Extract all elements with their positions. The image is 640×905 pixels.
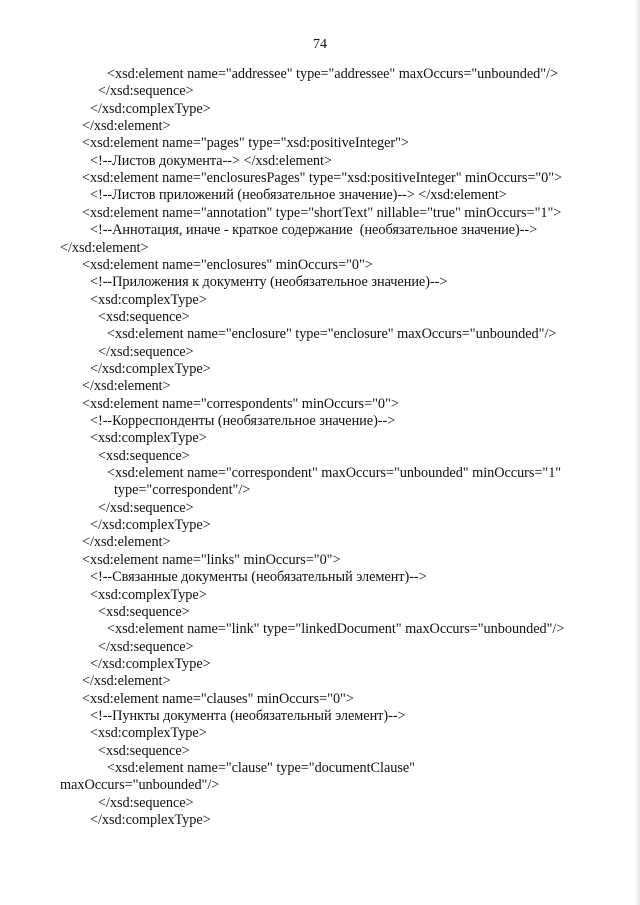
code-line: </xsd:complexType> bbox=[90, 360, 211, 377]
code-line: </xsd:complexType> bbox=[90, 517, 211, 534]
code-line: <xsd:element name="annotation" type="shortText" nillable="true" minOccurs="1"> bbox=[82, 204, 562, 221]
code-line: <xsd:sequence> bbox=[98, 603, 190, 620]
code-line: </xsd:element> bbox=[82, 673, 171, 690]
code-line: <xsd:element name="enclosure" type="enclosure" maxOccurs="unbounded"/> bbox=[107, 326, 557, 343]
code-line: <xsd:complexType> bbox=[90, 291, 207, 308]
code-line: </xsd:element> bbox=[82, 118, 171, 135]
code-line: </xsd:sequence> bbox=[98, 638, 194, 655]
code-line: <xsd:sequence> bbox=[98, 742, 190, 759]
code-line: <xsd:element name="clauses" minOccurs="0"> bbox=[82, 690, 354, 707]
code-line: <xsd:element name="correspondent" maxOccurs="unbounded" minOccurs="1" bbox=[107, 465, 562, 482]
code-line: <xsd:element name="clause" type="documentClause" bbox=[107, 760, 415, 776]
code-line: type="correspondent"/> bbox=[114, 482, 251, 499]
code-line: <!--Листов приложений (необязательное значение)--> </xsd:element> bbox=[90, 187, 507, 204]
code-line: <xsd:element name="enclosuresPages" type="xsd:positiveInteger" minOccurs="0"> bbox=[82, 170, 563, 187]
code-line: </xsd:element> bbox=[82, 378, 171, 395]
code-line: <xsd:element name="addressee" type="addressee" maxOccurs="unbounded"/> bbox=[107, 66, 558, 82]
code-line: <!--Приложения к документу (необязательное значение)--> bbox=[90, 274, 448, 291]
code-line: <!--Пункты документа (необязательный элемент)--> bbox=[90, 707, 406, 724]
code-line: <!--Аннотация, иначе - краткое содержание (необязательное значение)--> bbox=[90, 222, 538, 239]
code-line: </xsd:complexType> bbox=[90, 655, 211, 672]
code-line: <xsd:element name="enclosures" minOccurs="0"> bbox=[82, 256, 373, 273]
code-line: <xsd:element name="link" type="linkedDocument" maxOccurs="unbounded"/> bbox=[107, 621, 565, 638]
code-line: </xsd:sequence> bbox=[98, 794, 194, 811]
code-line: </xsd:sequence> bbox=[98, 343, 194, 360]
code-line: <xsd:complexType> bbox=[90, 586, 207, 603]
code-line: <xsd:sequence> bbox=[98, 308, 190, 325]
code-line: <xsd:sequence> bbox=[98, 447, 190, 464]
code-line: </xsd:complexType> bbox=[90, 100, 211, 117]
code-line: maxOccurs="unbounded"/> bbox=[60, 777, 220, 794]
page-number: 74 bbox=[313, 37, 327, 52]
code-line: </xsd:complexType> bbox=[90, 812, 211, 829]
code-line: <!--Корреспонденты (необязательное значение)--> bbox=[90, 413, 396, 429]
code-line: <xsd:element name="pages" type="xsd:positiveInteger"> bbox=[82, 135, 409, 152]
code-line: </xsd:element> bbox=[60, 239, 149, 256]
code-line: <xsd:element name="correspondents" minOccurs="0"> bbox=[82, 395, 399, 412]
code-line: <xsd:complexType> bbox=[90, 725, 207, 742]
code-line: <!--Листов документа--> </xsd:element> bbox=[90, 152, 332, 169]
code-line: </xsd:sequence> bbox=[98, 499, 194, 516]
code-line: <xsd:element name="links" minOccurs="0"> bbox=[82, 551, 341, 568]
code-line: <xsd:complexType> bbox=[90, 430, 207, 447]
code-line: </xsd:sequence> bbox=[98, 83, 194, 100]
code-line: <!--Связанные документы (необязательный элемент)--> bbox=[90, 569, 427, 586]
page-edge-shadow bbox=[634, 0, 640, 905]
code-line: </xsd:element> bbox=[82, 534, 171, 551]
